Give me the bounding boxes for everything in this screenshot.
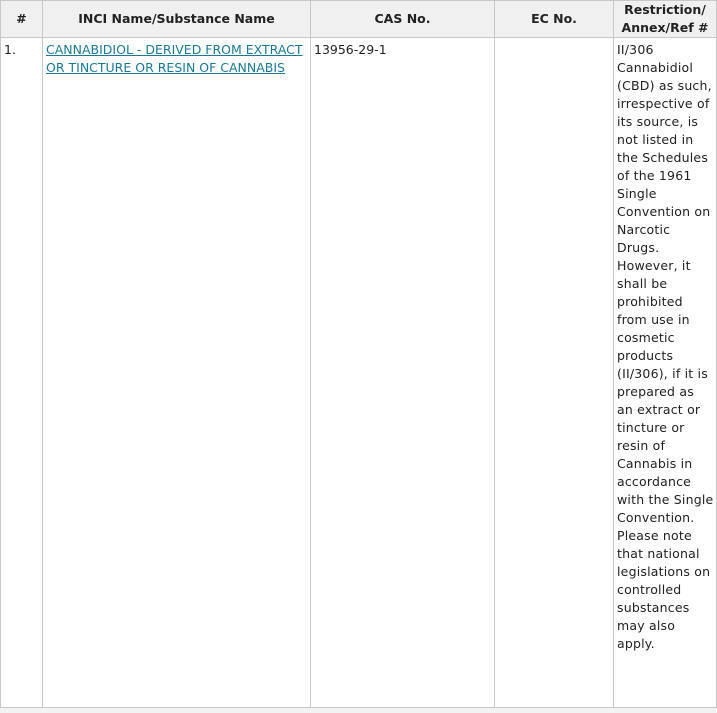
column-header-cas-no[interactable]: CAS No.: [311, 1, 495, 38]
column-header-number[interactable]: #: [1, 1, 43, 38]
table-row: [1, 38, 717, 712]
table-header: [1, 1, 717, 38]
inci-name-link[interactable]: CANNABIDIOL - DERIVED FROM EXTRACT OR TINCTURE OR RESIN OF CANNABIS: [46, 42, 303, 75]
table-bottom-edge: [0, 707, 717, 713]
column-header-inci-name[interactable]: INCI Name/Substance Name: [43, 1, 311, 38]
inci-name-cell: [43, 38, 311, 712]
cas-number-cell: 13956-29-1: [311, 38, 495, 712]
restriction-cell: II/306 Cannabidiol (CBD) as such, irrespective of its source, is not listed in the Schedules of the 1961 Single Convention on Narcotic Drugs. However, it shall be prohibited from use in cosmetic products (II/306), if it is prepared as an extract or tincture or resin of Cannabis in accordance with the Single Convention. Please note that national legislations on controlled substances may also apply.: [614, 38, 717, 712]
ec-number-cell: [495, 38, 614, 712]
column-header-ec-no[interactable]: EC No.: [495, 1, 614, 38]
column-header-restriction[interactable]: Restriction/ Annex/Ref #: [614, 1, 717, 38]
header-row: [1, 1, 717, 38]
row-number: 1.: [1, 38, 43, 712]
table-body: [1, 38, 717, 712]
